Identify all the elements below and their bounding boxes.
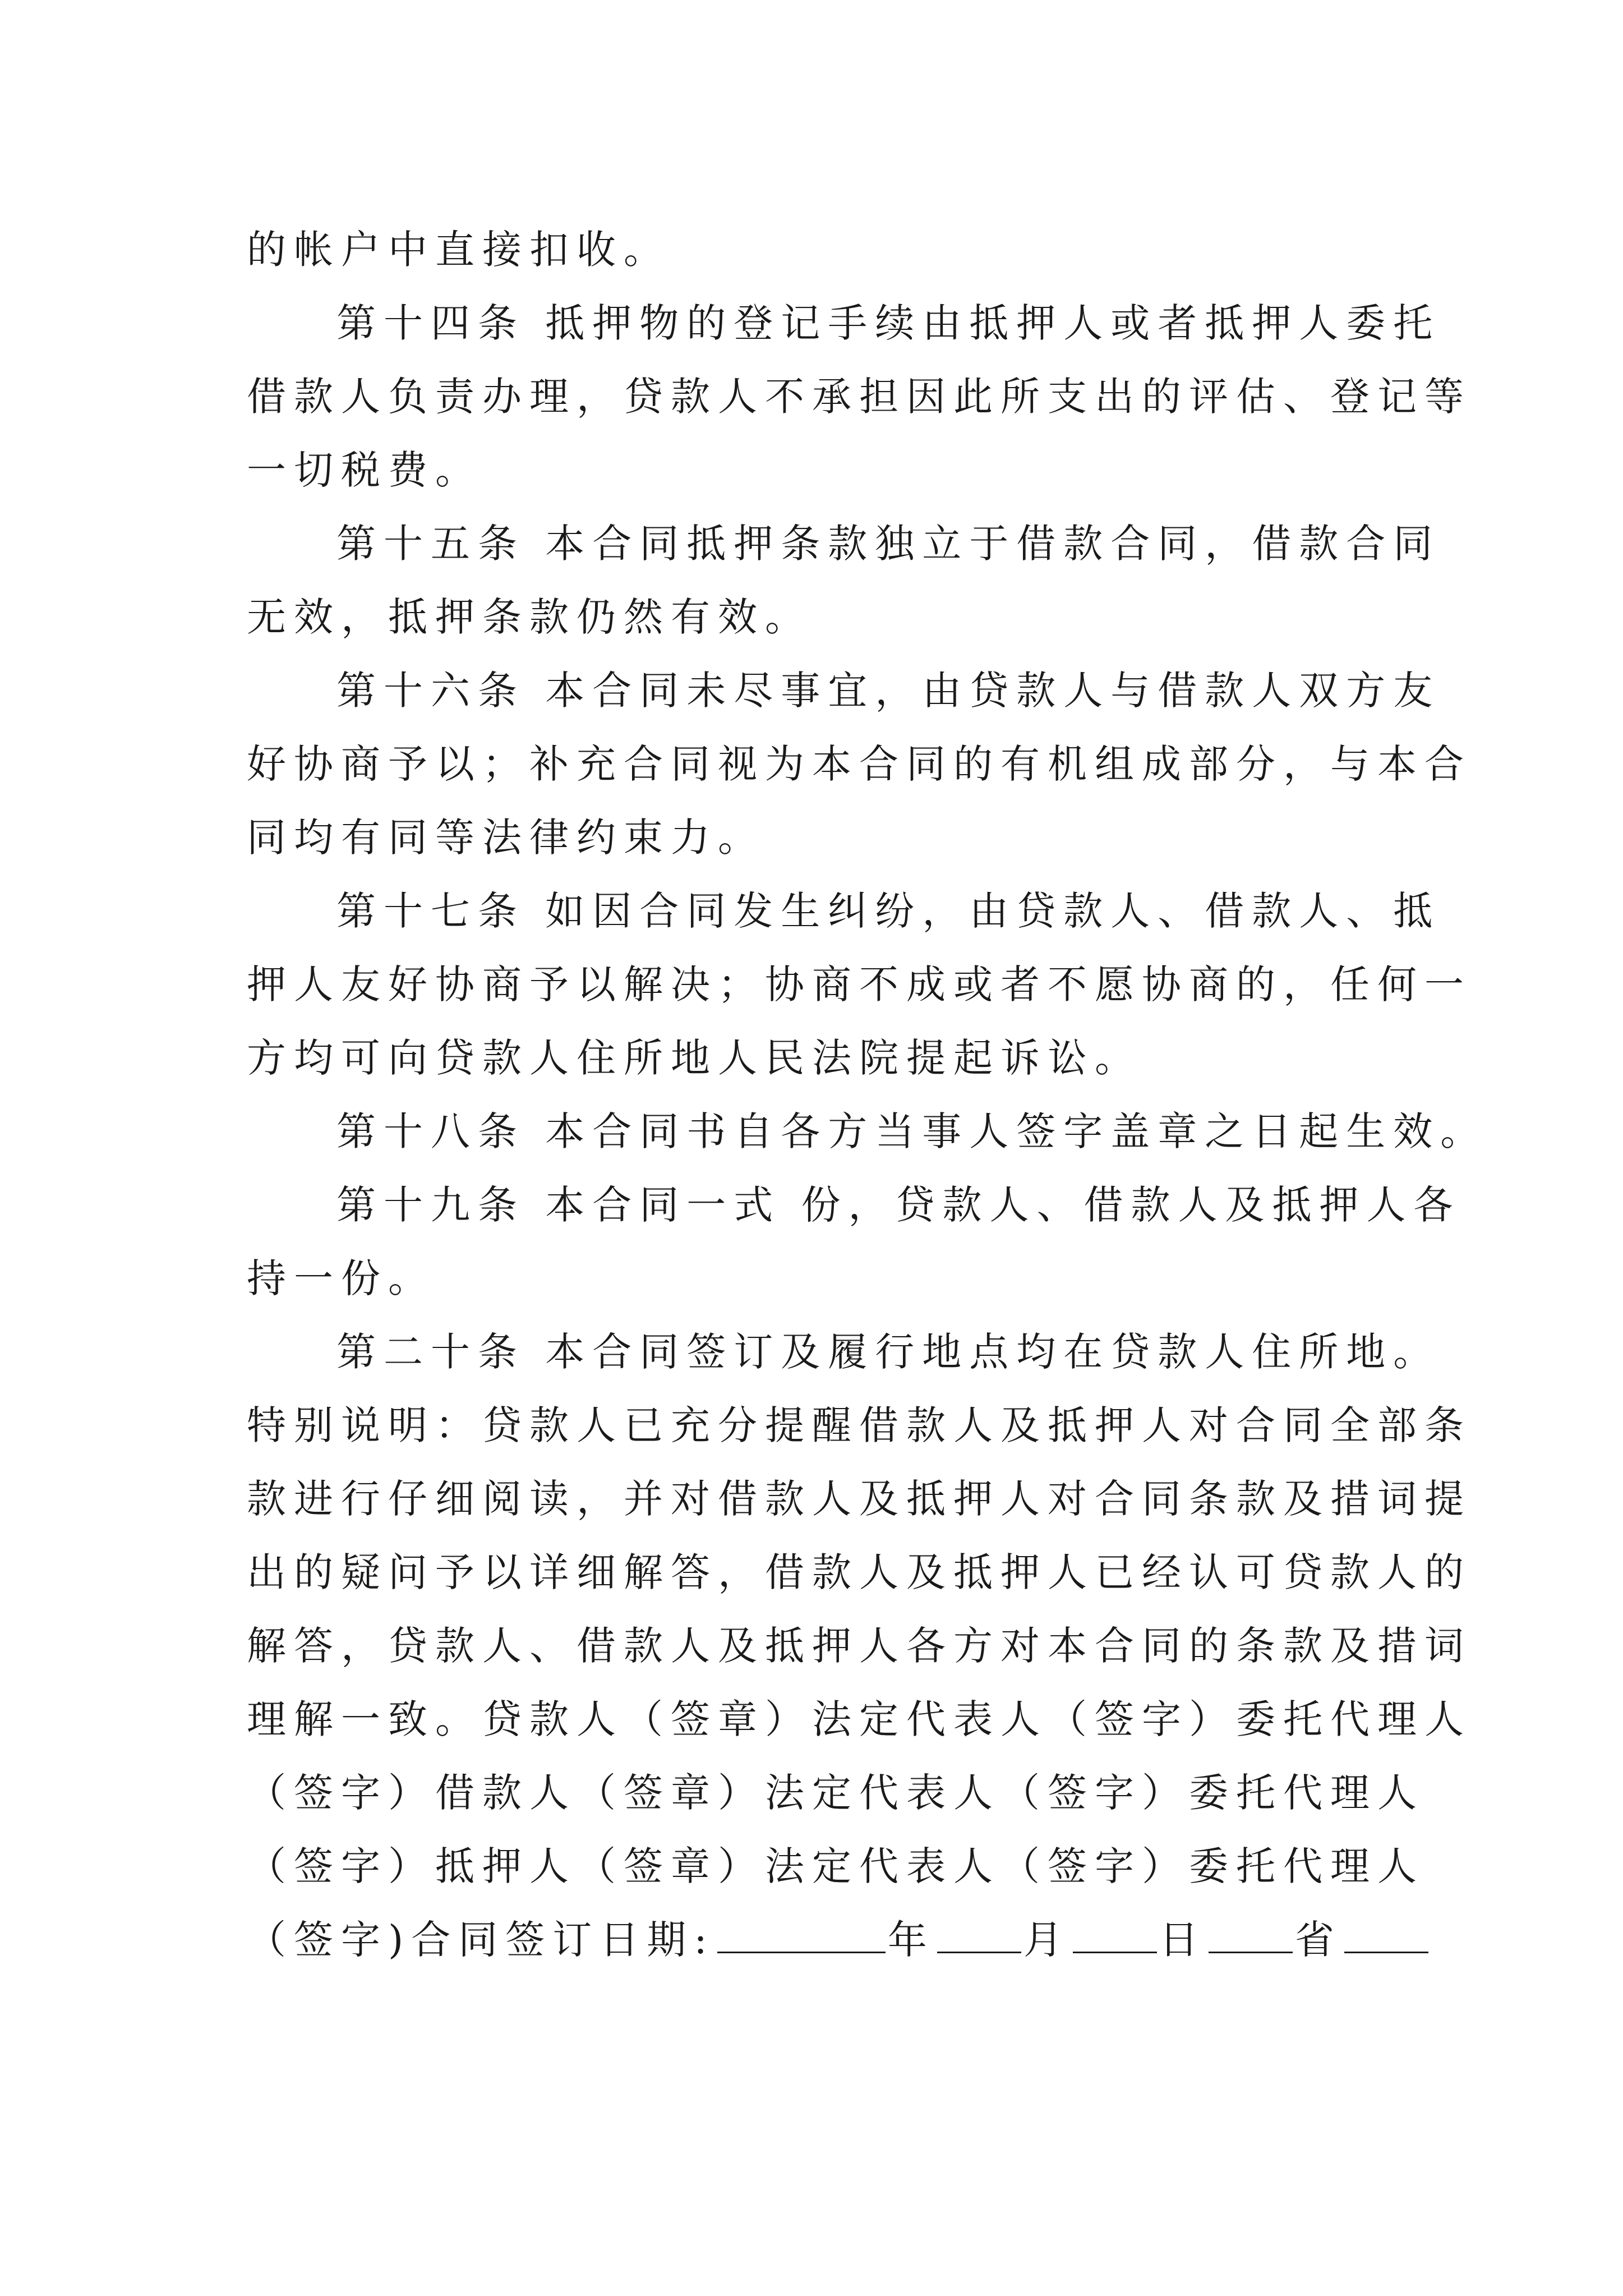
text-line: 解答，贷款人、借款人及抵押人各方对本合同的条款及措词: [247, 1623, 1472, 1669]
article-19-line: 第十九条 本合同一式 份，贷款人、借款人及抵押人各: [336, 1182, 1461, 1228]
year-blank: [717, 1918, 886, 1953]
article-20-line: 第二十条 本合同签订及履行地点均在贷款人住所地。: [336, 1329, 1441, 1375]
signature-line: 理解一致。贷款人（签章）法定代表人（签字）委托代理人: [247, 1696, 1472, 1742]
text-line: 借款人负责办理，贷款人不承担因此所支出的评估、登记等: [247, 374, 1472, 420]
article-16-line: 第十六条 本合同未尽事宜，由贷款人与借款人双方友: [336, 668, 1441, 714]
article-18-line: 第十八条 本合同书自各方当事人签字盖章之日起生效。: [336, 1108, 1488, 1154]
text-line: 款进行仔细阅读，并对借款人及抵押人对合同条款及措词提: [247, 1476, 1472, 1522]
contract-text: [247, 213, 1488, 1977]
year-label: 年: [887, 1917, 935, 1963]
signing-date-line: [247, 1903, 1380, 1977]
article-17-line: 第十七条 如因合同发生纠纷，由贷款人、借款人、抵: [336, 888, 1441, 934]
signature-line: （签字）借款人（签章）法定代表人（签字）委托代理人: [247, 1770, 1424, 1816]
province-label: 省: [1294, 1917, 1342, 1963]
day-blank: [1073, 1918, 1157, 1953]
text-line: 押人友好协商予以解决；协商不成或者不愿协商的，任何一: [247, 961, 1472, 1007]
trailing-blank: [1344, 1918, 1428, 1953]
signature-line: （签字）抵押人（签章）法定代表人（签字）委托代理人: [247, 1843, 1424, 1889]
article-15-line: 第十五条 本合同抵押条款独立于借款合同，借款合同: [336, 521, 1441, 567]
text-line: 好协商予以；补充合同视为本合同的有机组成部分，与本合: [247, 741, 1472, 787]
text-line: 持一份。: [247, 1255, 435, 1301]
text-line: 出的疑问予以详细解答，借款人及抵押人已经认可贷款人的: [247, 1549, 1472, 1595]
day-label: 日: [1159, 1917, 1206, 1963]
month-label: 月: [1023, 1917, 1071, 1963]
signing-date-label: （签字)合同签订日期:: [247, 1917, 715, 1963]
province-blank: [1209, 1918, 1293, 1953]
text-line: 方均可向贷款人住所地人民法院提起诉讼。: [247, 1035, 1142, 1081]
article-14-line: 第十四条 抵押物的登记手续由抵押人或者抵押人委托: [336, 300, 1441, 346]
text-line: 无效，抵押条款仍然有效。: [247, 594, 812, 640]
text-line: 的帐户中直接扣收。: [247, 227, 671, 273]
text-line: 一切税费。: [247, 447, 482, 493]
month-blank: [937, 1918, 1021, 1953]
text-line: 同均有同等法律约束力。: [247, 815, 765, 861]
special-note-line: 特别说明：贷款人已充分提醒借款人及抵押人对合同全部条: [247, 1402, 1472, 1448]
